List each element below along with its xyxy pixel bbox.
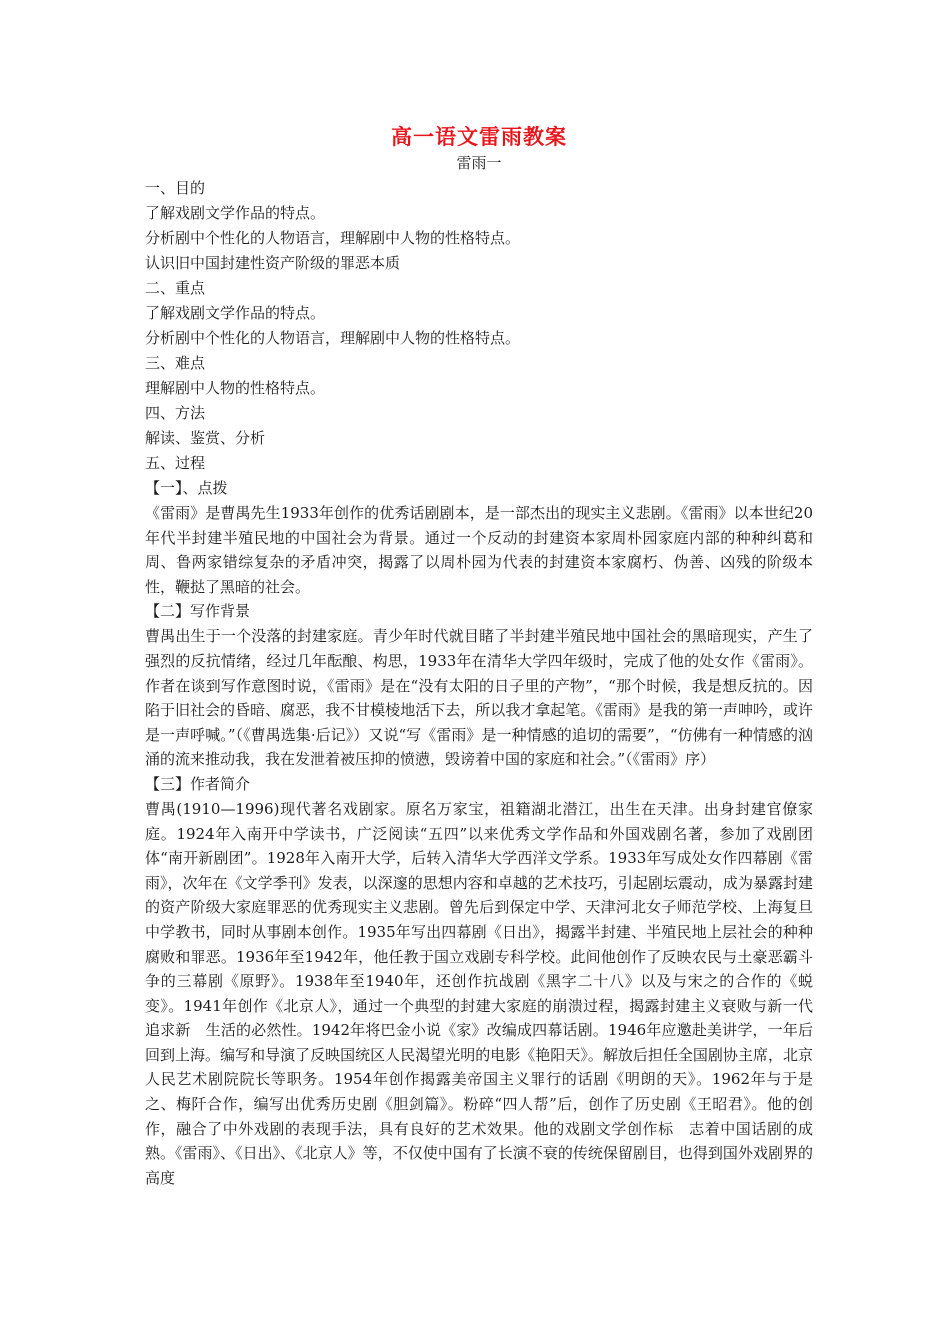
paragraph-text: 《雷雨》是曹禺先生1933年创作的优秀话剧剧本，是一部杰出的现实主义悲剧。《雷雨》以本世纪20年代半封建半殖民地的中国社会为背景。通过一个反动的封建资本家周朴园家庭内部的种种纠葛和周、鲁两家错综复杂的矛盾冲突，揭露了以周朴园为代表的封建资本家腐朽、伪善、凶残的阶级本性，鞭挞了黑暗的社会。 (145, 504, 813, 596)
part-body-background (145, 624, 813, 772)
paragraph-text: 曹禺(1910—1996)现代著名戏剧家。原名万家宝，祖籍湖北潜江，出生在天津。出身封建官僚家庭。1924年入南开中学读书，广泛阅读“五四”以来优秀文学作品和外国戏剧名著，参加了戏剧团体“南开新剧团”。1928年入南开大学，后转入清华大学西洋文学系。1933年写成处女作四幕剧《雷雨》，次年在《文学季刊》发表，以深邃的思想内容和卓越的艺术技巧，引起剧坛震动，成为暴露封建的资产阶级大家庭罪恶的优秀现实主义悲剧。曾先后到保定中学、天津河北女子师范学校、上海复旦中学教书，同时从事剧本创作。1935年写出四幕剧《日出》，揭露半封建、半殖民地上层社会的种种腐败和罪恶。1936年至1942年，他任教于国立戏剧专科学校。此间他创作了反映农民与土豪恶霸斗争的三幕剧《原野》。1938年至1940年，还创作抗战剧《黑字二十八》以及与宋之的合作的《蜕变》。1941年创作《北京人》，通过一个典型的封建大家庭的崩溃过程，揭露封建主义衰败与新一代追求新 生活的必然性。1942年将巴金小说《家》改编成四幕话剧。1946年应邀赴美讲学，一年后回到上海。编写和导演了反映国统区人民渴望光明的电影《艳阳天》。解放后担任全国剧协主席，北京人民艺术剧院院长等职务。1954年创作揭露美帝国主义罪行的话剧《明朗的天》。1962年与于是之、梅阡合作，编写出优秀历史剧《胆剑篇》。粉碎“四人帮”后，创作了历史剧《王昭君》。他的创作，融合了中外戏剧的表现手法，具有良好的艺术效果。他的戏剧文学创作标 志着中国话剧的成熟。《雷雨》、《日出》、《北京人》等，不仅使中国有了长演不衰的传统保留剧目，也得到国外戏剧界的高度 (145, 799, 813, 1187)
focus-item: 了解戏剧文学作品的特点。 (145, 304, 326, 322)
section-heading-difficulty: 三、难点 (145, 354, 206, 372)
part-heading-guidance: 【一】、点拨 (145, 479, 228, 497)
paragraph-text: 曹禺出生于一个没落的封建家庭。青少年时代就目睹了半封建半殖民地中国社会的黑暗现实，产生了强烈的反抗情绪，经过几年酝酿、构思，1933年在清华大学四年级时，完成了他的处女作《雷雨》。作者在谈到写作意图时说，《雷雨》是在“没有太阳的日子里的产物”，“那个时候，我是想反抗的。因陷于旧社会的昏暗、腐恶，我不甘模棱地活下去，所以我才拿起笔。《雷雨》是我的第一声呻吟，或许是一声呼喊。”（《曹禺选集·后记》）又说“写《雷雨》是一种情感的追切的需要”，“仿佛有一种情感的汹涌的流来推动我，我在发泄着被压抑的愤懑，毁谤着中国的家庭和社会。”（《雷雨》序） (145, 627, 813, 769)
part-heading-background: 【二】写作背景 (145, 602, 251, 621)
method-item: 解读、鉴赏、分析 (145, 429, 266, 447)
section-heading-focus: 二、重点 (145, 279, 206, 297)
part-body-guidance (145, 501, 813, 599)
goal-item: 认识旧中国封建性资产阶级的罪恶本质 (145, 254, 401, 272)
document-page (145, 122, 813, 1190)
section-heading-process: 五、过程 (145, 454, 206, 472)
document-title: 高一语文雷雨教案 (391, 124, 567, 149)
document-subtitle: 雷雨一 (456, 154, 502, 172)
section-heading-method: 四、方法 (145, 404, 206, 422)
difficulty-item: 理解剧中人物的性格特点。 (145, 379, 326, 397)
goal-item: 了解戏剧文学作品的特点。 (145, 204, 326, 222)
part-heading-author: 【三】作者简介 (145, 774, 251, 793)
goal-item: 分析剧中个性化的人物语言，理解剧中人物的性格特点。 (145, 229, 521, 247)
part-body-author (145, 797, 813, 1191)
focus-item: 分析剧中个性化的人物语言，理解剧中人物的性格特点。 (145, 329, 521, 347)
section-heading-goals: 一、目的 (145, 179, 206, 197)
